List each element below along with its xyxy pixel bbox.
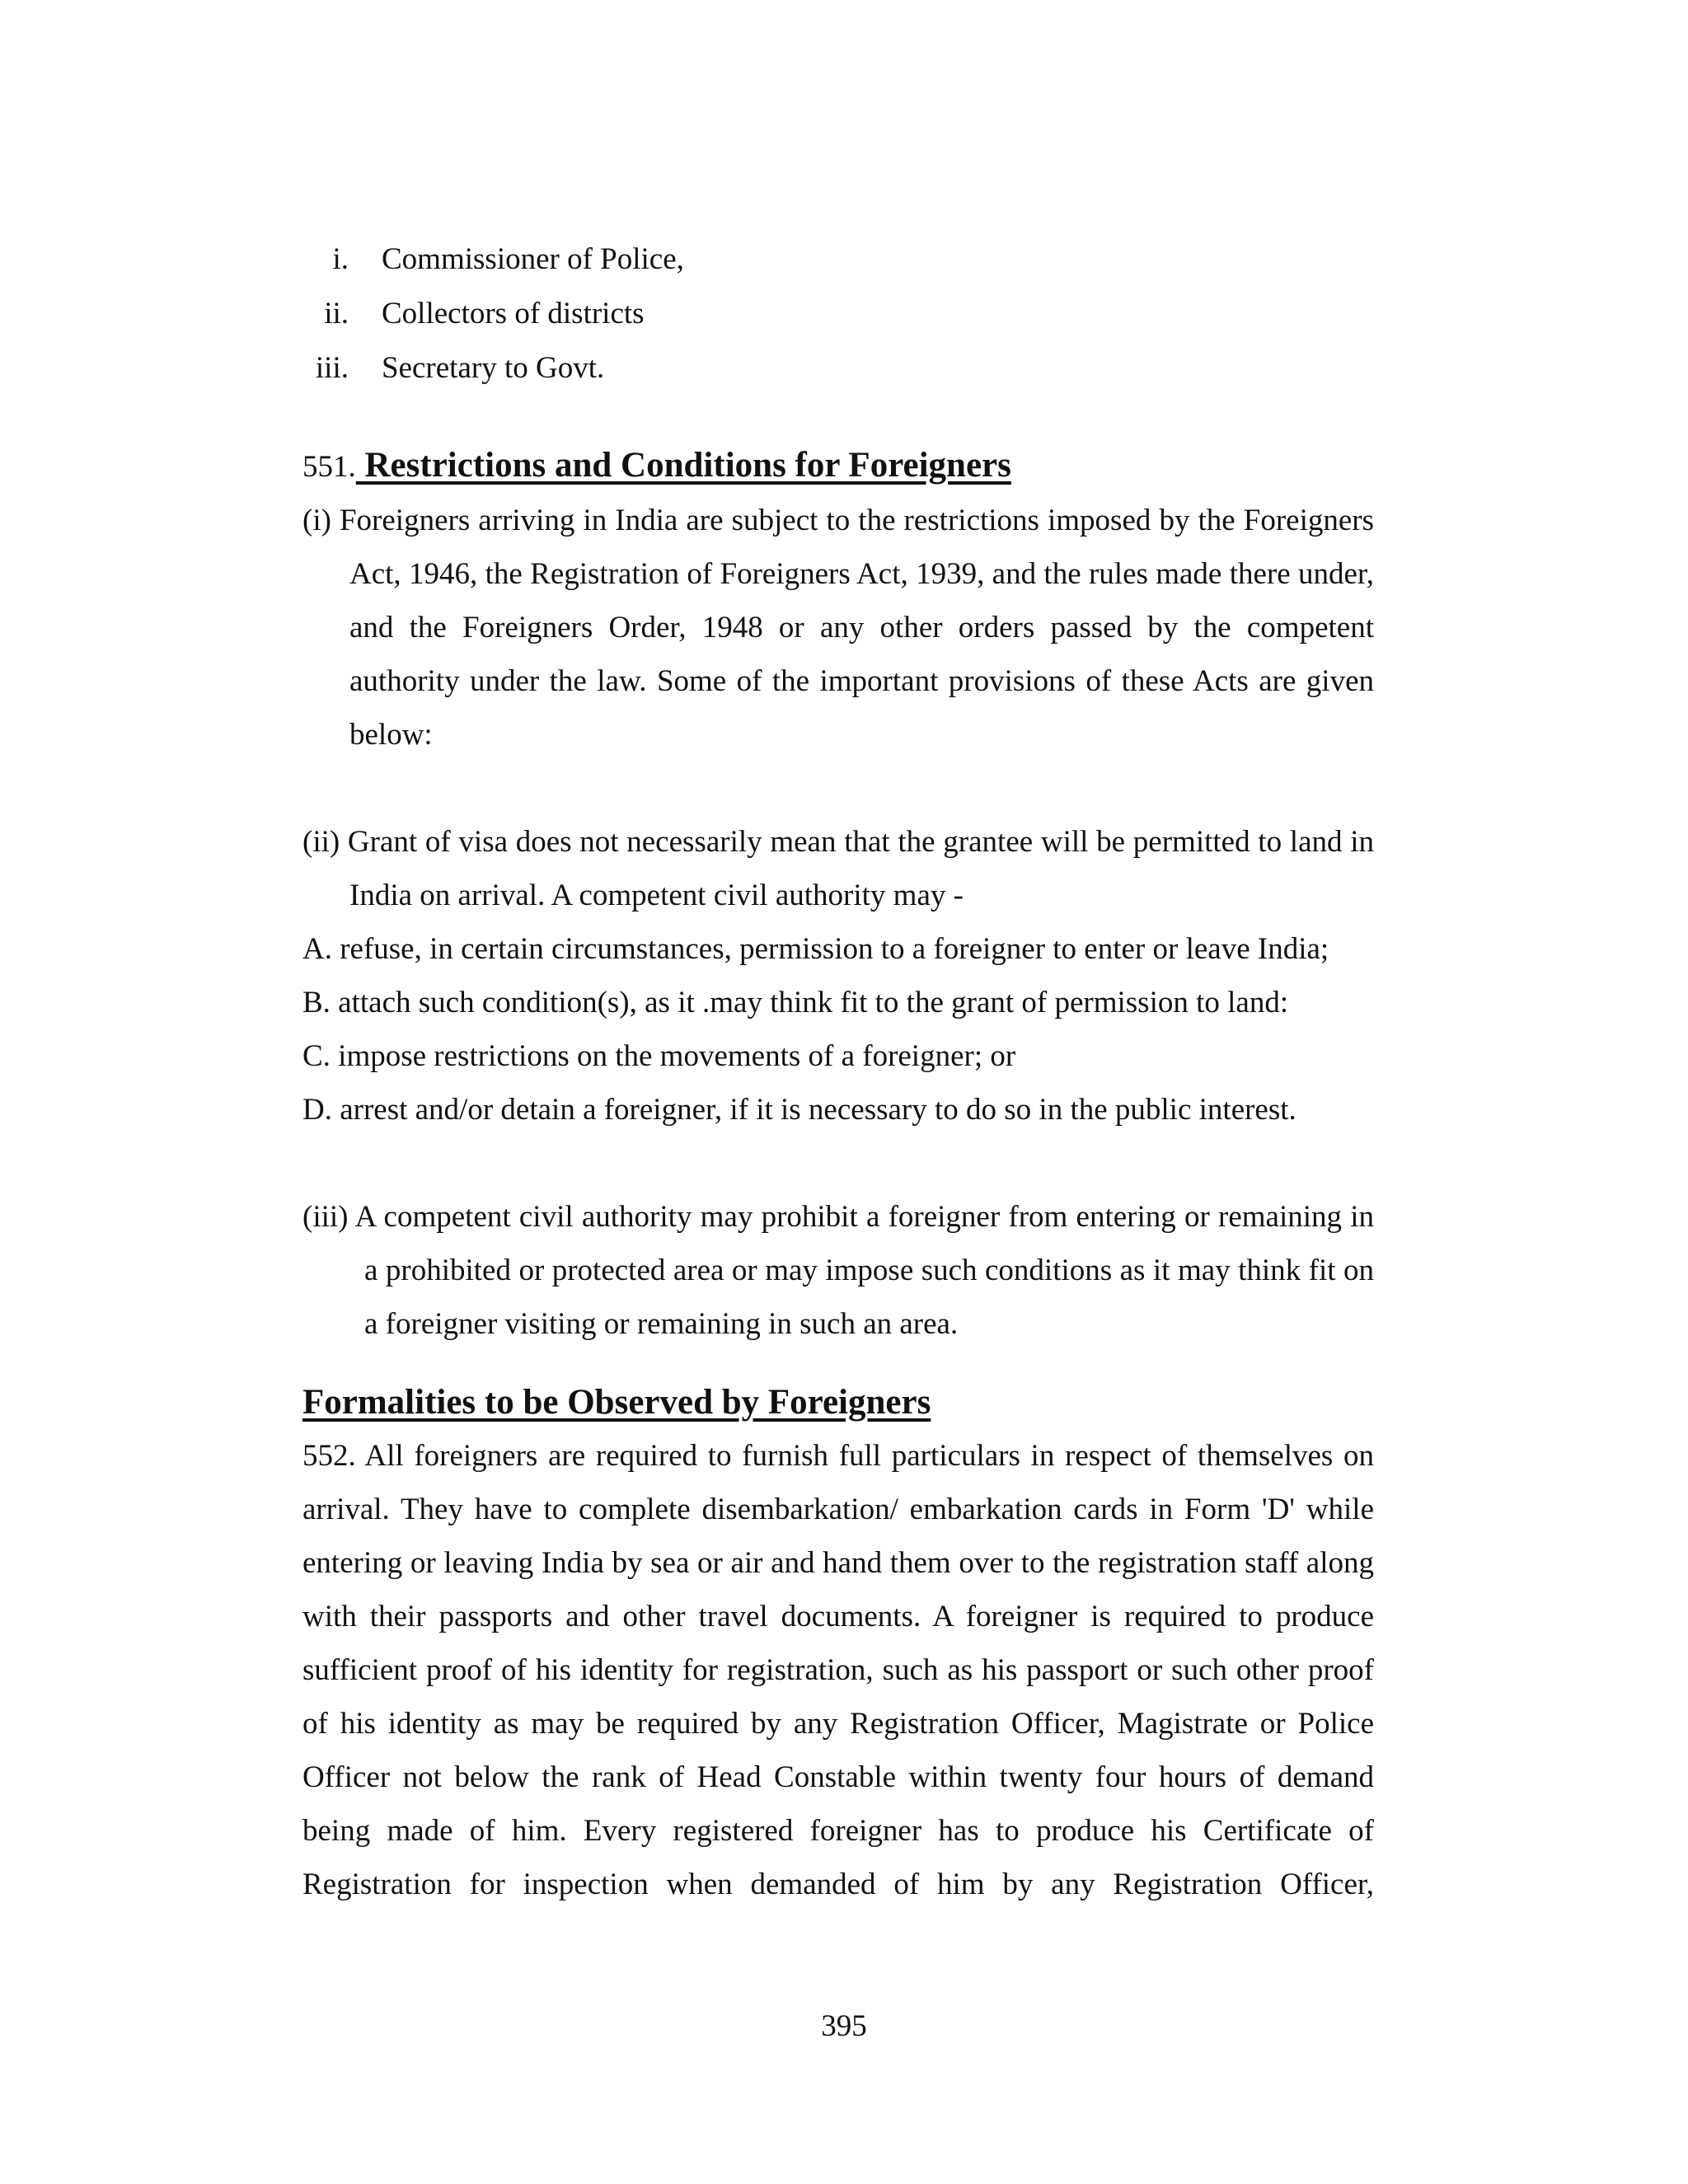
list-item (302, 232, 1374, 287)
list-item-number: i. (332, 242, 349, 276)
list-item-number: ii. (324, 297, 349, 330)
list-item-c: C. impose restrictions on the movements of a foreigner; or (302, 1039, 1016, 1073)
paragraph-ii: (ii) Grant of visa does not necessarily mean that the grantee will be permitted to land in India on arrival. A competent civil authority may - (302, 825, 1374, 912)
paragraph-iii: (iii) A competent civil authority may prohibit a foreigner from entering or remaining in a prohibited or protected area or may impose such conditions as it may think fit on a foreigner visiting or remaining in such an area. (302, 1200, 1374, 1341)
list-item (302, 287, 1374, 341)
page-number: 395 (821, 2009, 867, 2043)
document-page (302, 232, 1374, 1911)
section-551-heading (302, 438, 1374, 494)
list-item-a: A. refuse, in certain circumstances, permission to a foreigner to enter or leave India; (302, 932, 1329, 966)
list-item (302, 341, 1374, 396)
list-item-d: D. arrest and/or detain a foreigner, if it is necessary to do so in the public interest. (302, 1093, 1296, 1127)
section-number: 551. (302, 450, 356, 484)
formalities-heading: Formalities to be Observed by Foreigners (302, 1383, 931, 1422)
list-item-text: Collectors of districts (382, 297, 645, 330)
list-item-text: Secretary to Govt. (382, 351, 605, 385)
list-item-number: iii. (315, 351, 349, 385)
paragraph-552: 552. All foreigners are required to furnish full particulars in respect of themselves on arrival. They have to complete disembarkation/ embarkation cards in Form 'D' while entering or leaving India by sea or air and hand them over to the registration staff along with their passports and other travel documents. A foreigner is required to produce sufficient proof of his identity for registration, such as his passport or such other proof of his identity as may be required by any Registration Officer, Magistrate or Police Officer not below the rank of Head Constable within twenty four hours of demand being made of him. Every registered foreigner has to produce his Certificate of Registration for inspection when demanded of him by any Registration Officer, (302, 1439, 1374, 1901)
paragraph-i: (i) Foreigners arriving in India are subject to the restrictions imposed by the Foreigners Act, 1946, the Registration of Foreigners Act, 1939, and the rules made there under, and the Foreigners Order, 1948 or any other orders passed by the competent authority under the law. Some of the important provisions of these Acts are given below: (302, 504, 1374, 752)
authority-list (302, 232, 1374, 396)
list-item-text: Commissioner of Police, (382, 242, 684, 276)
section-title: Restrictions and Conditions for Foreigners (355, 446, 1011, 485)
list-item-b: B. attach such condition(s), as it .may think fit to the grant of permission to land: (302, 986, 1289, 1019)
